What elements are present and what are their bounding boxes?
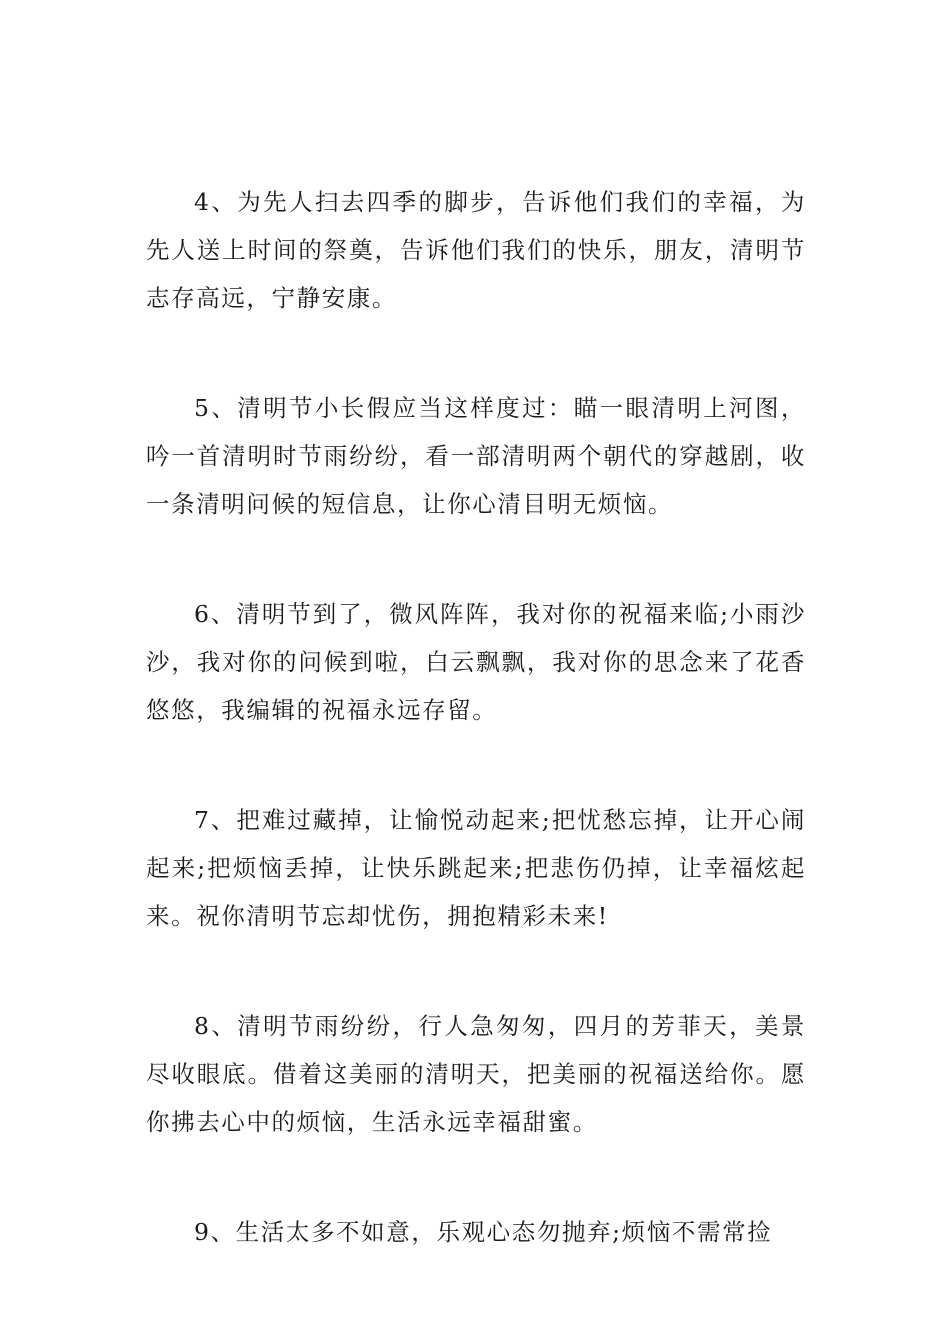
paragraph-4: 4、为先人扫去四季的脚步，告诉他们我们的幸福，为先人送上时间的祭奠，告诉他们我们的快乐，朋友，清明节志存高远，宁静安康。 bbox=[146, 188, 806, 312]
paragraph-8: 8、清明节雨纷纷，行人急匆匆，四月的芳菲天，美景尽收眼底。借着这美丽的清明天，把美丽的祝福送给你。愿你拂去心中的烦恼，生活永远幸福甜蜜。 bbox=[146, 1012, 806, 1136]
paragraph-7: 7、把难过藏掉，让愉悦动起来;把忧愁忘掉，让开心闹起来;把烦恼丢掉，让快乐跳起来;把悲伤仍掉，让幸福炫起来。祝你清明节忘却忧伤，拥抱精彩未来! bbox=[146, 806, 806, 930]
paragraph-5: 5、清明节小长假应当这样度过：瞄一眼清明上河图，吟一首清明时节雨纷纷，看一部清明两个朝代的穿越剧，收一条清明问候的短信息，让你心清目明无烦恼。 bbox=[146, 394, 806, 518]
document-body bbox=[146, 178, 806, 1318]
paragraph-6: 6、清明节到了，微风阵阵，我对你的祝福来临;小雨沙沙，我对你的问候到啦，白云飘飘，我对你的思念来了花香悠悠，我编辑的祝福永远存留。 bbox=[146, 600, 806, 724]
paragraph-9: 9、生活太多不如意，乐观心态勿抛弃;烦恼不需常捡 bbox=[194, 1218, 773, 1246]
